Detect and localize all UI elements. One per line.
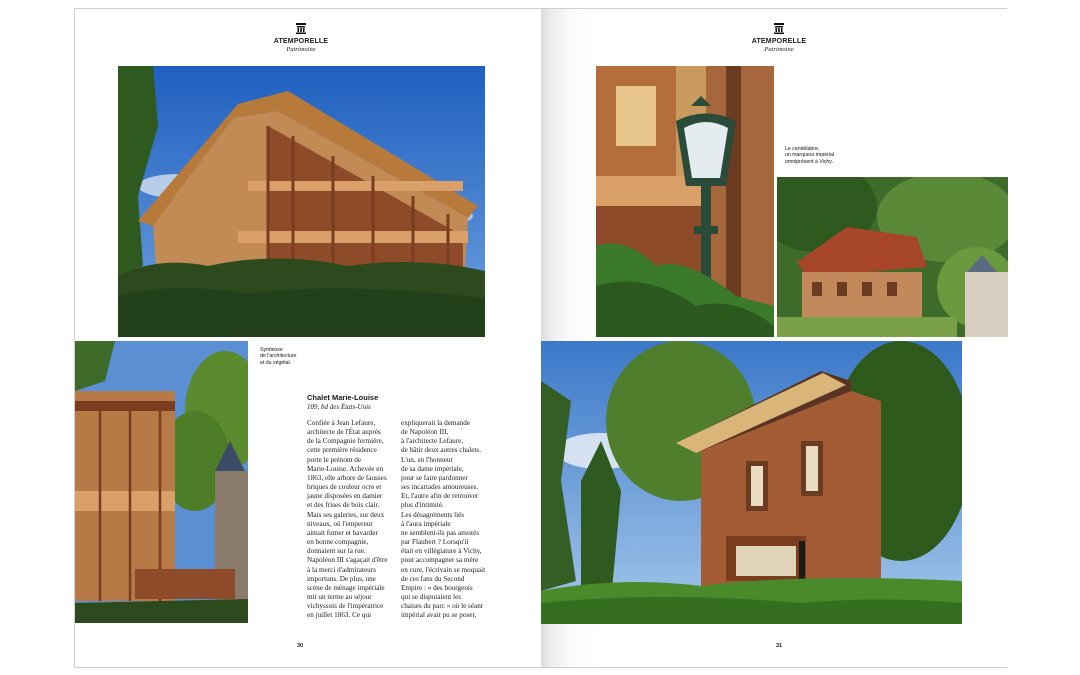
- article-line: pour accompagner sa mère: [401, 556, 479, 565]
- article-line: L'un, en l'honneur: [401, 455, 453, 464]
- article-line: à l'architecte Lefaure,: [401, 437, 464, 446]
- article-line: donnaient sur la rue.: [307, 547, 366, 556]
- article-line: de bâtir deux autres chalets.: [401, 446, 482, 455]
- article-column-1: [307, 419, 393, 620]
- brand-subtitle: Patrimoine: [286, 46, 316, 53]
- article-line: ses incartades amoureuses.: [401, 483, 479, 492]
- article-line: jaune disposées en damier: [307, 492, 383, 501]
- caption-line: et du végétal.: [260, 359, 292, 366]
- brand-subtitle: Patrimoine: [764, 46, 794, 53]
- article-line: à l'aura impériale: [401, 519, 451, 528]
- article-line: à la merci d'admirateurs: [307, 565, 376, 574]
- article-line: pour se faire pardonner: [401, 473, 468, 482]
- article-line: architecte de l'État auprès: [307, 428, 381, 437]
- article-line: Marie-Louise. Achevée en: [307, 464, 384, 473]
- right-page: [541, 9, 1008, 667]
- article-line: impérial avait pu se poser.: [401, 611, 477, 620]
- article-line: plus d'intimité.: [401, 501, 444, 510]
- brand-logo-icon: [295, 23, 307, 34]
- brand-name: ATEMPORELLE: [273, 38, 329, 45]
- page-number-left: 30: [297, 643, 304, 649]
- article-line: en cure, l'écrivain se moquait: [401, 565, 486, 574]
- article-line: était en villégiature à Vichy,: [401, 547, 482, 556]
- article-line: Mais ses galeries, sur deux: [307, 510, 385, 519]
- chalet-galleries-photo: [118, 66, 485, 337]
- article-line: 1863, elle arbore de fausses: [307, 473, 387, 482]
- caption-line: Le candélabre,: [785, 146, 820, 152]
- article-line: et des frises de bois clair.: [307, 501, 380, 510]
- article-line: en bonne compagnie,: [307, 538, 369, 547]
- article-line: scène de ménage impériale: [307, 583, 385, 592]
- magazine-spread: [74, 8, 1007, 668]
- article-line: ne semblent-ils pas attestés: [401, 528, 480, 537]
- caption-line: de l'architecture: [260, 353, 297, 360]
- article-line: cette première résidence: [307, 446, 377, 455]
- article-line: mit un terme au séjour: [307, 592, 372, 601]
- article-line: Empire : « des bourgeois: [401, 583, 473, 592]
- article-line: de sa dame impériale,: [401, 464, 464, 473]
- left-page: [75, 9, 541, 667]
- article-line: expliquerait la demande: [401, 419, 471, 427]
- article-address: 109, bd des États-Unis: [307, 403, 371, 411]
- masthead-left: [251, 23, 351, 54]
- candelabra-photo: [596, 66, 774, 337]
- article-line: aimait fumer et bavarder: [307, 528, 378, 537]
- article-line: Napoléon III s'agaçait d'être: [307, 556, 388, 565]
- photo-caption-symbiose: [260, 347, 296, 366]
- article-line: importuns. De plus, une: [307, 574, 376, 583]
- article-line: porte le prénom de: [307, 455, 362, 464]
- article-column-2: [401, 419, 497, 620]
- article-line: vichyssois de l'impératrice: [307, 602, 384, 611]
- photo-caption-candelabre: [785, 146, 834, 165]
- article-line: qui se disputaient les: [401, 592, 462, 601]
- brand-name: ATEMPORELLE: [751, 38, 807, 45]
- article-line: en juillet 1863. Ce qui: [307, 611, 372, 620]
- chalet-side-photo: [75, 341, 248, 623]
- caption-line: un marqueur impérial: [785, 152, 835, 159]
- brick-chalet-photo: [541, 341, 962, 624]
- article-line: par Flaubert ? Lorsqu'il: [401, 538, 469, 547]
- article-line: de la Compagnie fermière,: [307, 437, 384, 446]
- caption-line: omniprésent à Vichy.: [785, 158, 833, 165]
- article-line: chaises du parc » où le séant: [401, 602, 483, 611]
- masthead-right: [729, 23, 829, 54]
- page-number-right: 31: [776, 643, 783, 649]
- article-line: Les désagréments liés: [401, 510, 465, 519]
- article-line: de ces fans du Second: [401, 574, 465, 583]
- article-line: niveaux, où l'empereur: [307, 519, 373, 528]
- aerial-chalet-photo: [777, 177, 1008, 337]
- brand-logo-icon: [773, 23, 785, 34]
- article-line: de Napoléon III,: [401, 428, 449, 437]
- caption-line: Symbiose: [260, 347, 283, 353]
- article-line: Confiée à Jean Lefaure,: [307, 419, 376, 427]
- article-line: Et, l'autre afin de retrouver: [401, 492, 479, 501]
- article-title: Chalet Marie-Louise: [307, 393, 379, 402]
- article-line: briques de couleur ocre et: [307, 483, 382, 492]
